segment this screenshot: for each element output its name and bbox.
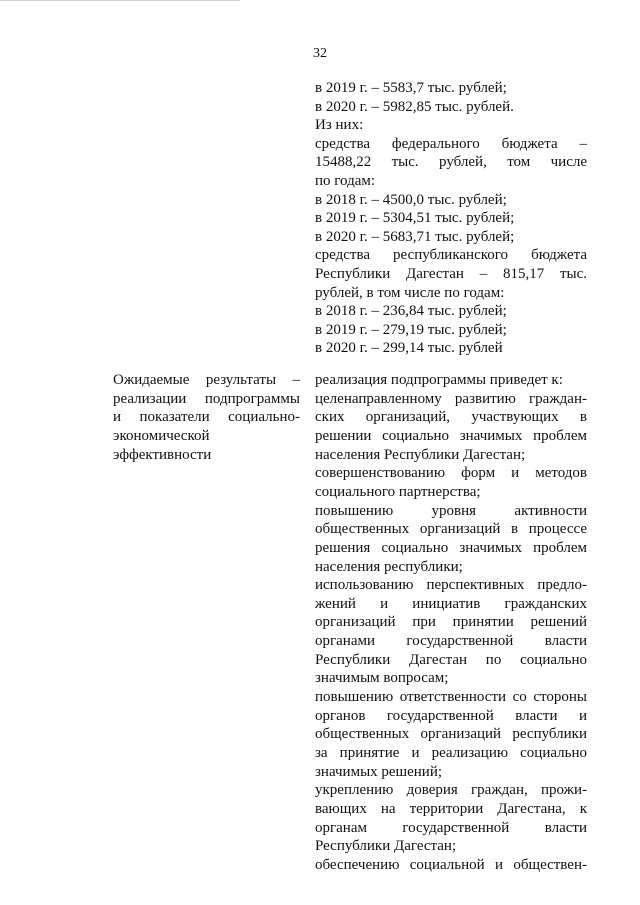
result-line: общественных организаций в процессе (315, 521, 587, 538)
page-number: 32 (313, 46, 327, 61)
funding-line: средства федерального бюджета – (315, 135, 587, 152)
funding-line: Республики Дагестан – 815,17 тыс. (315, 266, 587, 282)
result-line: населения Республики Дагестан; (315, 446, 526, 463)
result-line: повышению ответственности со стороны (315, 689, 587, 706)
heading-line: Ожидаемые результаты – (113, 372, 300, 388)
result-line: значимых решений; (315, 763, 443, 780)
funding-line: 15488,22 тыс. рублей, том числе (315, 154, 587, 171)
heading-line: экономической (113, 428, 210, 445)
funding-line: по годам: (315, 173, 376, 189)
result-line: повышению уровня активности (315, 502, 587, 519)
result-line: за принятие и реализацию социально (315, 745, 587, 761)
result-line: Республики Дагестан; (315, 838, 457, 855)
result-line: совершенствованию форм и методов (315, 465, 587, 482)
result-line: вающих на территории Дагестана, к (315, 800, 587, 817)
funding-line: в 2018 г. – 4500,0 тыс. рублей; (315, 191, 507, 208)
funding-line: Из них: (315, 117, 364, 134)
result-line: решении социально значимых проблем (315, 427, 587, 444)
heading-line: и показатели социально- (113, 409, 300, 426)
result-line: решения социально значимых проблем (315, 539, 587, 556)
result-line: социального партнерства; (315, 483, 481, 500)
scan-edge-mark (0, 0, 240, 1)
result-line: организаций при принятии решений (315, 614, 587, 631)
funding-line: в 2019 г. – 279,19 тыс. рублей; (315, 321, 507, 338)
heading-line: реализации подпрограммы (113, 390, 300, 407)
funding-line: средства республиканского бюджета (315, 247, 587, 264)
funding-line: в 2020 г. – 5982,85 тыс. рублей. (315, 98, 514, 115)
funding-line: в 2020 г. – 5683,71 тыс. рублей; (315, 228, 515, 245)
funding-line: в 2019 г. – 5304,51 тыс. рублей; (315, 210, 515, 227)
result-line: Республики Дагестан по социально (315, 651, 587, 668)
funding-line: рублей, в том числе по годам: (315, 284, 505, 301)
heading-line: эффективности (113, 446, 212, 463)
funding-line: в 2018 г. – 236,84 тыс. рублей; (315, 303, 507, 320)
funding-line: в 2020 г. – 299,14 тыс. рублей (315, 340, 503, 357)
funding-line: в 2019 г. – 5583,7 тыс. рублей; (315, 80, 507, 96)
result-line: органов государственной власти и (315, 707, 587, 724)
result-line: органами государственной власти (315, 633, 587, 650)
result-line: населения республики; (315, 558, 463, 575)
result-line: значимым вопросам; (315, 670, 449, 687)
result-line: реализация подпрограммы приведет к: (315, 372, 563, 388)
result-line: общественных организаций республики (315, 726, 587, 743)
result-line: целенаправленному развитию граждан- (315, 390, 587, 407)
result-line: жений и инициатив гражданских (315, 595, 587, 612)
result-line: укреплению доверия граждан, прожи- (315, 782, 587, 799)
result-line: обеспечению социальной и обществен- (315, 856, 587, 873)
result-line: органам государственной власти (315, 819, 587, 836)
result-line: использованию перспективных предло- (315, 577, 587, 594)
result-line: ских организаций, участвующих в (315, 409, 587, 426)
